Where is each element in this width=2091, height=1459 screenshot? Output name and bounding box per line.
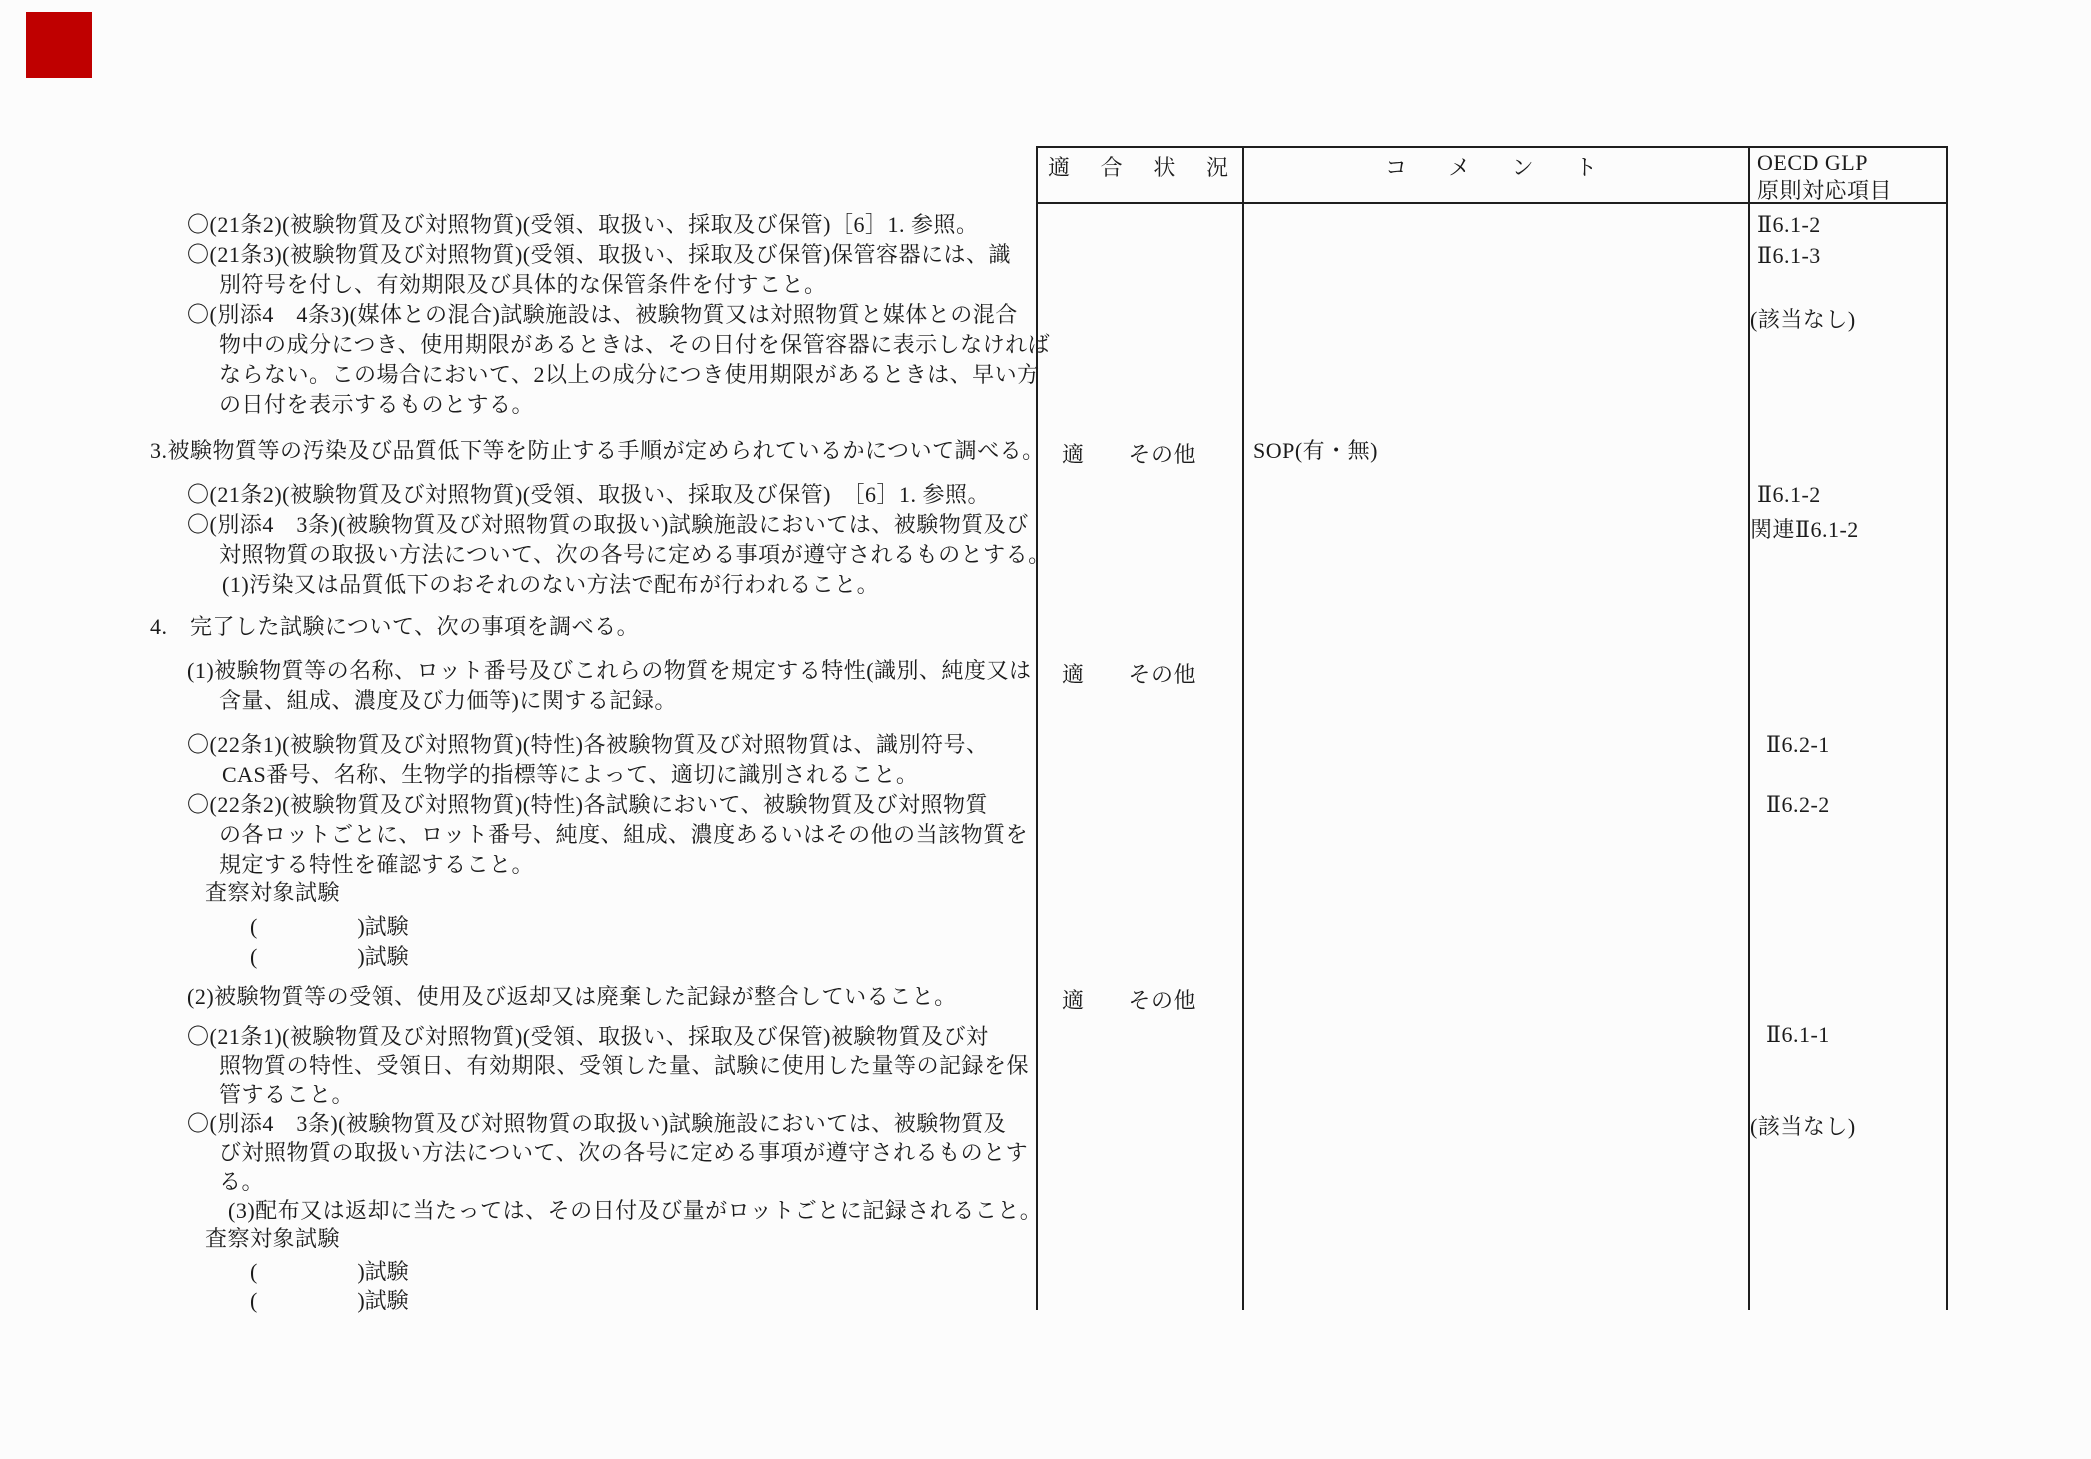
open-paren: (: [250, 914, 258, 939]
exam-blank-line: [250, 1255, 409, 1286]
text-line: 〇(21条2)(被験物質及び対照物質)(受領、取扱い、採取及び保管) ［6］1. 参照。: [187, 482, 990, 507]
header-status-char: 適: [1048, 155, 1071, 180]
status-other: その他: [1128, 988, 1197, 1013]
exam-blank-line: [250, 910, 409, 941]
text-line: 〇(21条1)(被験物質及び対照物質)(受領、取扱い、採取及び保管)被験物質及び対: [187, 1024, 989, 1049]
header-comment-char: ト: [1574, 155, 1597, 180]
text-line: 別符号を付し、有効期限及び具体的な保管条件を付すこと。: [219, 272, 827, 297]
item-4-1-line: (1)被験物質等の名称、ロット番号及びこれらの物質を規定する特性(識別、純度又は: [187, 658, 1032, 683]
oecd-ref: Ⅱ6.1-3: [1757, 243, 1821, 268]
close-paren-label: )試験: [357, 914, 409, 939]
close-paren-label: )試験: [357, 944, 409, 969]
inspection-target-label: 査察対象試験: [205, 1226, 341, 1251]
text-line: の日付を表示するものとする。: [219, 392, 535, 417]
table-right-border: [1946, 146, 1948, 1310]
header-status-char: 況: [1205, 155, 1228, 180]
text-line: る。: [219, 1169, 265, 1194]
header-comment-char: コ: [1385, 155, 1408, 180]
text-line: 管すること。: [219, 1082, 355, 1107]
table-left-border: [1036, 146, 1038, 1310]
open-paren: (: [250, 944, 258, 969]
text-line: (1)汚染又は品質低下のおそれのない方法で配布が行われること。: [222, 572, 880, 597]
section-4-heading: 4. 完了した試験について、次の事項を調べる。: [150, 614, 640, 639]
status-other: その他: [1128, 662, 1197, 687]
header-comment-char: メ: [1448, 155, 1471, 180]
text-line: 物中の成分につき、使用期限があるときは、その日付を保管容器に表示しなければ: [219, 332, 1051, 357]
text-line: 対照物質の取扱い方法について、次の各号に定める事項が遵守されるものとする。: [219, 542, 1051, 567]
status-cell-item4-2: [1062, 984, 1196, 1015]
exam-blank-line: [250, 1284, 409, 1315]
item-4-1-line: 含量、組成、濃度及び力価等)に関する記録。: [219, 688, 677, 713]
text-line: び対照物質の取扱い方法について、次の各号に定める事項が遵守されるものとす: [219, 1140, 1029, 1165]
oecd-ref: Ⅱ6.1-2: [1757, 212, 1821, 237]
status-cell-item4-1: [1062, 658, 1196, 689]
open-paren: (: [250, 1259, 258, 1284]
text-line: ならない。この場合において、2以上の成分につき使用期限があるときは、早い方: [219, 362, 1040, 387]
comment-sop: SOP(有・無): [1253, 438, 1379, 463]
oecd-ref: (該当なし): [1750, 307, 1856, 332]
inspection-target-label: 査察対象試験: [205, 880, 341, 905]
text-line: 〇(別添4 4条3)(媒体との混合)試験施設は、被験物質又は対照物質と媒体との混合: [187, 302, 1018, 327]
header-comment: [1385, 151, 1597, 182]
oecd-ref: Ⅱ6.2-2: [1766, 792, 1830, 817]
text-line: 規定する特性を確認すること。: [219, 852, 535, 877]
header-status: [1048, 151, 1228, 182]
text-line: CAS番号、名称、生物学的指標等によって、適切に識別されること。: [222, 762, 919, 787]
header-status-char: 合: [1100, 155, 1123, 180]
status-cell-section3: [1062, 438, 1196, 469]
status-fit: 適: [1062, 442, 1085, 467]
open-paren: (: [250, 1288, 258, 1313]
text-line: 〇(22条2)(被験物質及び対照物質)(特性)各試験において、被験物質及び対照物質: [187, 792, 989, 817]
header-comment-char: ン: [1511, 155, 1534, 180]
corner-marker: [26, 12, 92, 78]
text-line: 〇(21条2)(被験物質及び対照物質)(受領、取扱い、採取及び保管)［6］1. 参照。: [187, 212, 979, 237]
header-oecd-line2: 原則対応項目: [1757, 178, 1893, 203]
oecd-ref: Ⅱ6.1-2: [1757, 482, 1821, 507]
status-other: その他: [1128, 442, 1197, 467]
exam-blank-line: [250, 940, 409, 971]
text-line: 〇(別添4 3条)(被験物質及び対照物質の取扱い)試験施設においては、被験物質及び: [187, 512, 1029, 537]
text-line: 〇(22条1)(被験物質及び対照物質)(特性)各被験物質及び対照物質は、識別符号、: [187, 732, 989, 757]
oecd-ref: Ⅱ6.1-1: [1766, 1022, 1830, 1047]
text-line: 〇(別添4 3条)(被験物質及び対照物質の取扱い)試験施設においては、被験物質及: [187, 1111, 1007, 1136]
item-4-2-line: (2)被験物質等の受領、使用及び返却又は廃棄した記録が整合していること。: [187, 984, 957, 1009]
oecd-ref: 関連Ⅱ6.1-2: [1750, 517, 1859, 542]
oecd-ref: (該当なし): [1750, 1114, 1856, 1139]
close-paren-label: )試験: [357, 1259, 409, 1284]
text-line: 照物質の特性、受領日、有効期限、受領した量、試験に使用した量等の記録を保: [219, 1053, 1030, 1078]
oecd-ref: Ⅱ6.2-1: [1766, 732, 1830, 757]
text-line: 〇(21条3)(被験物質及び対照物質)(受領、取扱い、採取及び保管)保管容器には、識: [187, 242, 1011, 267]
text-line: の各ロットごとに、ロット番号、純度、組成、濃度あるいはその他の当該物質を: [219, 822, 1029, 847]
table-top-border: [1036, 146, 1948, 148]
status-fit: 適: [1062, 988, 1085, 1013]
section-3-heading: 3.被験物質等の汚染及び品質低下等を防止する手順が定められているかについて調べる。: [150, 438, 1045, 463]
status-fit: 適: [1062, 662, 1085, 687]
text-line: (3)配布又は返却に当たっては、その日付及び量がロットごとに記録されること。: [228, 1198, 1043, 1223]
header-oecd-line1: OECD GLP: [1757, 150, 1868, 175]
header-status-char: 状: [1153, 155, 1176, 180]
close-paren-label: )試験: [357, 1288, 409, 1313]
table-divider-status-comment: [1242, 146, 1244, 1310]
